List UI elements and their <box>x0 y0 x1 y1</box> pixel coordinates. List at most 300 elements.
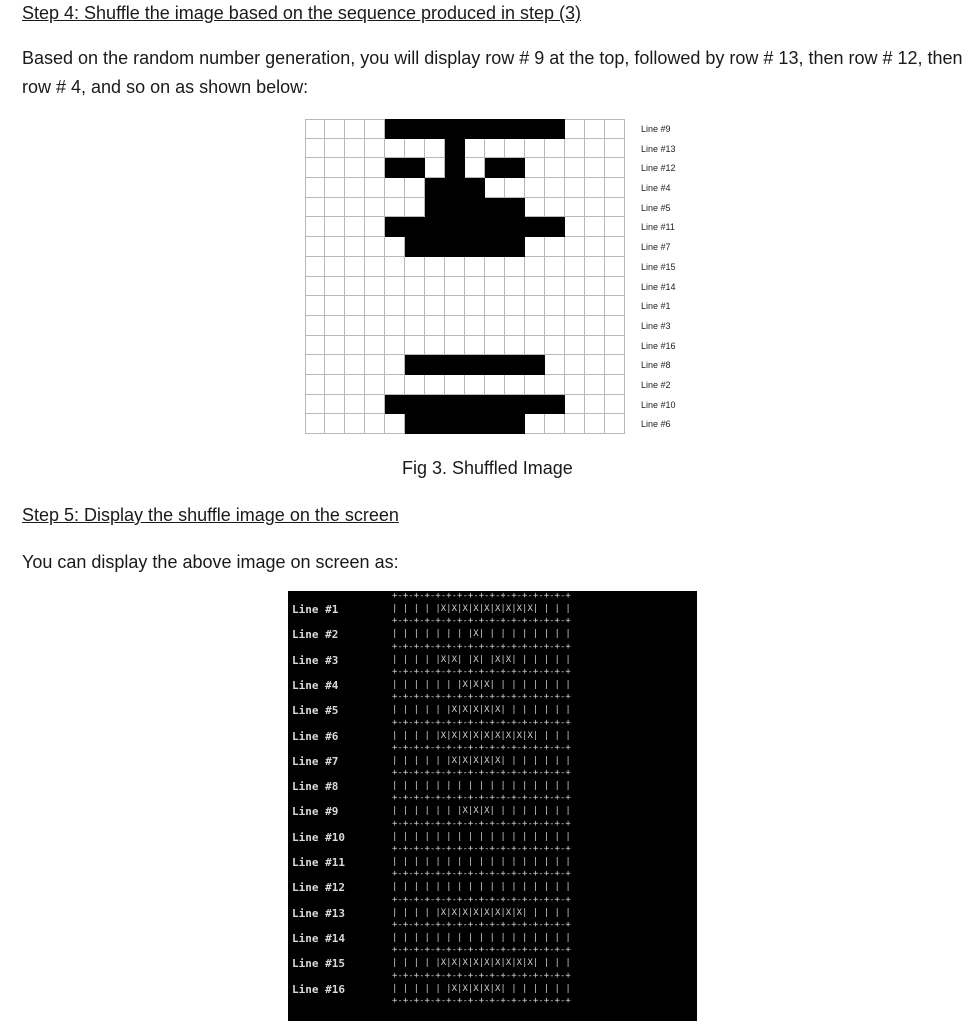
empty-cell <box>585 296 605 316</box>
empty-cell <box>545 277 565 297</box>
empty-cell <box>565 257 585 277</box>
empty-cell <box>345 217 365 237</box>
empty-cell <box>565 178 585 198</box>
empty-cell <box>585 119 605 139</box>
empty-cell <box>405 375 425 395</box>
filled-cell <box>465 217 485 237</box>
empty-cell <box>365 316 385 336</box>
empty-cell <box>525 257 545 277</box>
empty-cell <box>505 296 525 316</box>
console-line-label: Line #16 <box>292 982 345 996</box>
empty-cell <box>605 237 625 257</box>
filled-cell <box>505 395 525 415</box>
filled-cell <box>445 119 465 139</box>
empty-cell <box>345 158 365 178</box>
empty-cell <box>505 316 525 336</box>
empty-cell <box>485 277 505 297</box>
console-line-label: Line #1 <box>292 603 339 616</box>
line-order-label: Line #15 <box>641 261 676 272</box>
empty-cell <box>325 237 345 257</box>
empty-cell <box>365 119 385 139</box>
empty-cell <box>545 237 565 257</box>
empty-cell <box>605 119 625 139</box>
empty-cell <box>505 139 525 159</box>
empty-cell <box>505 375 525 395</box>
console-line-label: Line #5 <box>292 704 339 718</box>
empty-cell <box>325 395 345 415</box>
filled-cell <box>485 395 505 415</box>
console-ascii-row: +-+-+-+-+-+-+-+-+-+-+-+-+-+-+-+-+ | | | | | | | |X| | | | | | | | | <box>392 616 571 640</box>
empty-cell <box>485 336 505 356</box>
empty-cell <box>305 217 325 237</box>
empty-cell <box>365 355 385 375</box>
empty-cell <box>485 178 505 198</box>
console-line-label: Line #8 <box>292 780 339 794</box>
empty-cell <box>325 277 345 297</box>
empty-cell <box>585 414 605 434</box>
figure-caption: Fig 3. Shuffled Image <box>402 458 573 478</box>
empty-cell <box>345 414 365 434</box>
filled-cell <box>425 395 445 415</box>
console-line-label: Line #2 <box>292 628 339 642</box>
filled-cell <box>485 158 505 178</box>
filled-cell <box>445 217 465 237</box>
console-line-label: Line #10 <box>292 830 345 844</box>
empty-cell <box>385 277 405 297</box>
step4-heading: Step 4: Shuffle the image based on the sequence produced in step (3) <box>22 3 582 23</box>
console-ascii-row: +-+-+-+-+-+-+-+-+-+-+-+-+-+-+-+-+ | | | | | | | | | | | | | | | | | <box>392 919 571 943</box>
line-order-labels <box>636 120 696 435</box>
empty-cell <box>525 316 545 336</box>
filled-cell <box>465 414 485 434</box>
empty-cell <box>325 119 345 139</box>
console-line-label: Line #15 <box>292 957 345 971</box>
empty-cell <box>585 257 605 277</box>
empty-cell <box>505 257 525 277</box>
empty-cell <box>605 257 625 277</box>
filled-cell <box>405 119 425 139</box>
console-ascii-row: +-+-+-+-+-+-+-+-+-+-+-+-+-+-+-+-+ | | | | |X|X|X|X|X|X|X|X|X| | | | <box>392 717 571 741</box>
line-order-label: Line #14 <box>641 281 676 292</box>
console-line-label: Line #3 <box>292 653 339 667</box>
empty-cell <box>585 316 605 336</box>
empty-cell <box>305 178 325 198</box>
empty-cell <box>465 316 485 336</box>
console-output <box>288 591 697 1021</box>
empty-cell <box>445 277 465 297</box>
empty-cell <box>585 178 605 198</box>
filled-cell <box>425 198 445 218</box>
empty-cell <box>325 257 345 277</box>
filled-cell <box>465 395 485 415</box>
filled-cell <box>465 119 485 139</box>
empty-cell <box>465 375 485 395</box>
empty-cell <box>345 257 365 277</box>
empty-cell <box>525 414 545 434</box>
empty-cell <box>445 296 465 316</box>
empty-cell <box>325 414 345 434</box>
filled-cell <box>485 119 505 139</box>
empty-cell <box>465 257 485 277</box>
console-line-label: Line #13 <box>292 906 345 920</box>
empty-cell <box>305 198 325 218</box>
empty-cell <box>565 277 585 297</box>
empty-cell <box>385 257 405 277</box>
empty-cell <box>385 414 405 434</box>
empty-cell <box>565 296 585 316</box>
line-order-label: Line #3 <box>641 320 671 331</box>
console-ascii-row: +-+-+-+-+-+-+-+-+-+-+-+-+-+-+-+-+ | | | | | |X|X|X|X|X| | | | | | | <box>392 970 571 994</box>
line-order-label: Line #13 <box>641 143 676 154</box>
empty-cell <box>605 414 625 434</box>
console-ascii-row: +-+-+-+-+-+-+-+-+-+-+-+-+-+-+-+-+ | | | | | |X|X|X|X|X| | | | | | | <box>392 742 571 766</box>
empty-cell <box>525 296 545 316</box>
empty-cell <box>485 139 505 159</box>
empty-cell <box>365 296 385 316</box>
empty-cell <box>305 237 325 257</box>
empty-cell <box>345 296 365 316</box>
empty-cell <box>365 158 385 178</box>
empty-cell <box>585 375 605 395</box>
filled-cell <box>405 355 425 375</box>
empty-cell <box>305 316 325 336</box>
empty-cell <box>305 277 325 297</box>
line-order-label: Line #12 <box>641 163 676 174</box>
empty-cell <box>585 139 605 159</box>
empty-cell <box>385 178 405 198</box>
empty-cell <box>385 316 405 336</box>
empty-cell <box>345 119 365 139</box>
empty-cell <box>545 178 565 198</box>
filled-cell <box>505 237 525 257</box>
empty-cell <box>605 217 625 237</box>
empty-cell <box>585 336 605 356</box>
empty-cell <box>365 178 385 198</box>
line-order-label: Line #4 <box>641 183 671 194</box>
line-order-label: Line #11 <box>641 222 675 233</box>
empty-cell <box>585 237 605 257</box>
empty-cell <box>565 336 585 356</box>
console-ascii-row: +-+-+-+-+-+-+-+-+-+-+-+-+-+-+-+-+ | | | | | |X|X|X|X|X| | | | | | | <box>392 692 571 716</box>
empty-cell <box>525 237 545 257</box>
filled-cell <box>485 198 505 218</box>
empty-cell <box>465 139 485 159</box>
empty-cell <box>305 139 325 159</box>
empty-cell <box>425 336 445 356</box>
empty-cell <box>425 139 445 159</box>
empty-cell <box>365 395 385 415</box>
empty-cell <box>565 395 585 415</box>
empty-cell <box>325 296 345 316</box>
filled-cell <box>445 355 465 375</box>
empty-cell <box>605 178 625 198</box>
empty-cell <box>405 257 425 277</box>
console-line-label: Line #14 <box>292 931 345 945</box>
filled-cell <box>425 237 445 257</box>
empty-cell <box>565 119 585 139</box>
empty-cell <box>305 355 325 375</box>
empty-cell <box>365 139 385 159</box>
filled-cell <box>445 139 465 159</box>
empty-cell <box>365 237 385 257</box>
filled-cell <box>405 414 425 434</box>
empty-cell <box>405 178 425 198</box>
filled-cell <box>445 395 465 415</box>
empty-cell <box>305 158 325 178</box>
empty-cell <box>545 316 565 336</box>
empty-cell <box>445 375 465 395</box>
console-ascii-row: +-+-+-+-+-+-+-+-+-+-+-+-+-+-+-+-+ | | | | | | | | | | | | | | | | | <box>392 768 571 792</box>
empty-cell <box>385 355 405 375</box>
filled-cell <box>545 217 565 237</box>
empty-cell <box>545 375 565 395</box>
empty-cell <box>605 158 625 178</box>
line-order-label: Line #8 <box>641 360 671 371</box>
console-line-label: Line #4 <box>292 678 339 692</box>
empty-cell <box>585 198 605 218</box>
empty-cell <box>405 139 425 159</box>
filled-cell <box>445 178 465 198</box>
empty-cell <box>505 277 525 297</box>
empty-cell <box>545 257 565 277</box>
step5-heading: Step 5: Display the shuffle image on the screen <box>22 505 399 525</box>
empty-cell <box>365 217 385 237</box>
empty-cell <box>385 375 405 395</box>
empty-cell <box>545 336 565 356</box>
filled-cell <box>505 158 525 178</box>
empty-cell <box>585 355 605 375</box>
empty-cell <box>445 336 465 356</box>
filled-cell <box>425 217 445 237</box>
empty-cell <box>345 198 365 218</box>
empty-cell <box>365 336 385 356</box>
empty-cell <box>345 395 365 415</box>
empty-cell <box>525 375 545 395</box>
filled-cell <box>465 198 485 218</box>
filled-cell <box>405 237 425 257</box>
empty-cell <box>465 158 485 178</box>
empty-cell <box>405 277 425 297</box>
empty-cell <box>565 414 585 434</box>
empty-cell <box>605 395 625 415</box>
filled-cell <box>445 414 465 434</box>
step4-paragraph: Based on the random number generation, you will display row # 9 at the top, followed by row # 13, then row # 12, then row # 4, and so on as shown below: <box>22 48 963 97</box>
empty-cell <box>545 296 565 316</box>
empty-cell <box>525 198 545 218</box>
empty-cell <box>325 139 345 159</box>
empty-cell <box>505 336 525 356</box>
empty-cell <box>425 375 445 395</box>
empty-cell <box>345 375 365 395</box>
empty-cell <box>565 237 585 257</box>
empty-cell <box>605 277 625 297</box>
console-ascii-row: +-+-+-+-+-+-+-+-+-+-+-+-+-+-+-+-+ | | | | |X|X|X|X|X|X|X|X| | | | | <box>392 894 571 918</box>
empty-cell <box>585 158 605 178</box>
empty-cell <box>405 316 425 336</box>
console-line-label: Line #7 <box>292 754 339 768</box>
empty-cell <box>565 139 585 159</box>
empty-cell <box>585 277 605 297</box>
empty-cell <box>525 158 545 178</box>
filled-cell <box>425 414 445 434</box>
filled-cell <box>485 355 505 375</box>
filled-cell <box>505 217 525 237</box>
empty-cell <box>345 277 365 297</box>
filled-cell <box>425 178 445 198</box>
empty-cell <box>565 375 585 395</box>
empty-cell <box>305 414 325 434</box>
empty-cell <box>565 158 585 178</box>
empty-cell <box>325 178 345 198</box>
empty-cell <box>605 375 625 395</box>
empty-cell <box>445 257 465 277</box>
console-ascii-row: +-+-+-+-+-+-+-+-+-+-+-+-+-+-+-+-+ | | | | | | | | | | | | | | | | | <box>392 818 571 842</box>
filled-cell <box>425 119 445 139</box>
empty-cell <box>425 296 445 316</box>
empty-cell <box>385 336 405 356</box>
empty-cell <box>445 316 465 336</box>
empty-cell <box>305 395 325 415</box>
console-ascii-row: +-+-+-+-+-+-+-+-+-+-+-+-+-+-+-+-+ | | | | | | |X|X|X| | | | | | | | <box>392 666 571 690</box>
empty-cell <box>325 355 345 375</box>
filled-cell <box>485 414 505 434</box>
empty-cell <box>365 277 385 297</box>
empty-cell <box>325 336 345 356</box>
empty-cell <box>485 257 505 277</box>
empty-cell <box>385 198 405 218</box>
empty-cell <box>365 375 385 395</box>
empty-cell <box>605 198 625 218</box>
empty-cell <box>325 198 345 218</box>
empty-cell <box>545 198 565 218</box>
empty-cell <box>365 198 385 218</box>
filled-cell <box>385 395 405 415</box>
filled-cell <box>465 237 485 257</box>
empty-cell <box>405 198 425 218</box>
filled-cell <box>525 395 545 415</box>
empty-cell <box>465 277 485 297</box>
empty-cell <box>325 316 345 336</box>
filled-cell <box>385 217 405 237</box>
console-line-label: Line #6 <box>292 729 339 743</box>
empty-cell <box>345 316 365 336</box>
empty-cell <box>405 336 425 356</box>
line-order-label: Line #6 <box>641 419 671 430</box>
line-order-label: Line #5 <box>641 202 671 213</box>
filled-cell <box>485 237 505 257</box>
filled-cell <box>505 414 525 434</box>
filled-cell <box>505 198 525 218</box>
empty-cell <box>325 158 345 178</box>
empty-cell <box>345 237 365 257</box>
empty-cell <box>545 158 565 178</box>
empty-cell <box>305 375 325 395</box>
filled-cell <box>505 355 525 375</box>
filled-cell <box>465 178 485 198</box>
empty-cell <box>545 414 565 434</box>
empty-cell <box>605 316 625 336</box>
empty-cell <box>325 375 345 395</box>
empty-cell <box>305 336 325 356</box>
filled-cell <box>525 355 545 375</box>
empty-cell <box>305 296 325 316</box>
empty-cell <box>485 296 505 316</box>
filled-cell <box>445 158 465 178</box>
filled-cell <box>545 119 565 139</box>
filled-cell <box>405 217 425 237</box>
filled-cell <box>485 217 505 237</box>
empty-cell <box>325 217 345 237</box>
empty-cell <box>305 257 325 277</box>
step5-paragraph: You can display the above image on screen as: <box>22 552 399 572</box>
empty-cell <box>425 316 445 336</box>
empty-cell <box>485 375 505 395</box>
line-order-label: Line #10 <box>641 399 676 410</box>
empty-cell <box>545 355 565 375</box>
filled-cell <box>465 355 485 375</box>
shuffled-image-grid <box>305 119 625 434</box>
empty-cell <box>425 257 445 277</box>
filled-cell <box>405 395 425 415</box>
empty-cell <box>405 296 425 316</box>
line-order-label: Line #1 <box>641 301 671 312</box>
empty-cell <box>465 296 485 316</box>
empty-cell <box>345 139 365 159</box>
empty-cell <box>365 257 385 277</box>
empty-cell <box>465 336 485 356</box>
line-order-label: Line #9 <box>641 124 671 134</box>
empty-cell <box>605 139 625 159</box>
console-ascii-row: +-+-+-+-+-+-+-+-+-+-+-+-+-+-+-+-+ | | | | | | | | | | | | | | | | | <box>392 869 571 893</box>
filled-cell <box>545 395 565 415</box>
empty-cell <box>565 217 585 237</box>
empty-cell <box>385 296 405 316</box>
filled-cell <box>425 355 445 375</box>
console-ascii-row: +-+-+-+-+-+-+-+-+-+-+-+-+-+-+-+-+ | | | | |X|X|X|X|X|X|X|X|X| | | | <box>392 945 571 969</box>
empty-cell <box>605 296 625 316</box>
empty-cell <box>425 158 445 178</box>
empty-cell <box>385 237 405 257</box>
console-bottom-border: +-+-+-+-+-+-+-+-+-+-+-+-+-+-+-+-+ <box>392 995 571 1006</box>
empty-cell <box>385 139 405 159</box>
empty-cell <box>605 336 625 356</box>
empty-cell <box>525 277 545 297</box>
filled-cell <box>445 198 465 218</box>
filled-cell <box>385 158 405 178</box>
empty-cell <box>585 395 605 415</box>
empty-cell <box>505 178 525 198</box>
filled-cell <box>445 237 465 257</box>
empty-cell <box>545 139 565 159</box>
empty-cell <box>345 355 365 375</box>
filled-cell <box>505 119 525 139</box>
empty-cell <box>565 198 585 218</box>
filled-cell <box>525 119 545 139</box>
console-line-label: Line #12 <box>292 881 345 895</box>
filled-cell <box>525 217 545 237</box>
empty-cell <box>525 336 545 356</box>
filled-cell <box>385 119 405 139</box>
empty-cell <box>425 277 445 297</box>
console-ascii-row: +-+-+-+-+-+-+-+-+-+-+-+-+-+-+-+-+ | | | | |X|X|X|X|X|X|X|X|X| | | | <box>392 591 571 614</box>
empty-cell <box>525 178 545 198</box>
console-ascii-row: +-+-+-+-+-+-+-+-+-+-+-+-+-+-+-+-+ | | | | |X|X| |X| |X|X| | | | | | <box>392 641 571 665</box>
filled-cell <box>405 158 425 178</box>
empty-cell <box>525 139 545 159</box>
empty-cell <box>605 355 625 375</box>
empty-cell <box>565 355 585 375</box>
empty-cell <box>305 119 325 139</box>
